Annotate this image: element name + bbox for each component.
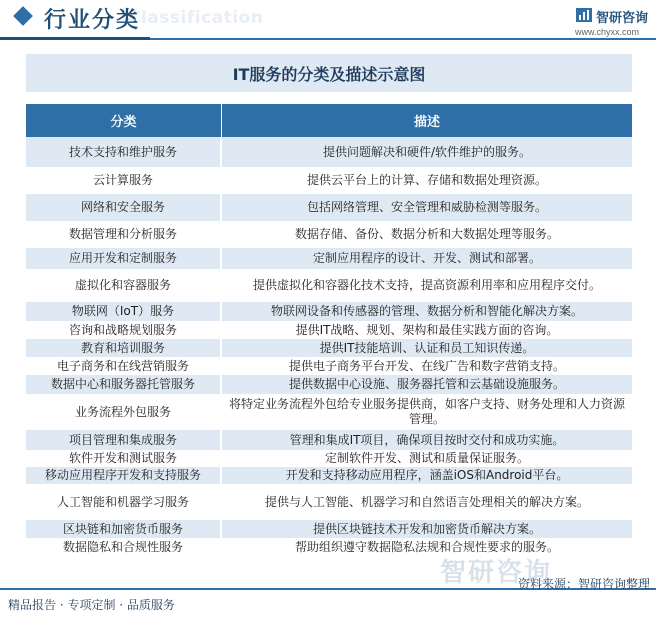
cell-category: 人工智能和机器学习服务 xyxy=(26,484,222,520)
table-header xyxy=(26,104,632,137)
table-row xyxy=(26,248,632,269)
cell-category: 移动应用程序开发和支持服务 xyxy=(26,467,222,484)
cell-description: 定制应用程序的设计、开发、测试和部署。 xyxy=(312,251,541,265)
cell-category: 区块链和加密货币服务 xyxy=(26,520,222,538)
cell-category: 应用开发和定制服务 xyxy=(26,248,222,269)
cell-description: 物联网设备和传感器的管理、数据分析和智能化解决方案。 xyxy=(270,304,583,318)
cell-category: 云计算服务 xyxy=(26,167,222,194)
header xyxy=(0,0,656,40)
table-body xyxy=(26,137,632,556)
table-title: IT服务的分类及描述示意图 xyxy=(26,54,632,92)
table-row xyxy=(26,450,632,467)
footer xyxy=(0,577,656,618)
cell-category: 数据中心和服务器托管服务 xyxy=(26,375,222,394)
cell-description: 包括网络管理、安全管理和威胁检测等服务。 xyxy=(306,200,547,214)
classification-table xyxy=(26,104,632,556)
page-title: 行业分类 xyxy=(44,8,141,33)
cell-category: 数据隐私和合规性服务 xyxy=(26,538,222,556)
watermark: 智研咨询 xyxy=(440,558,553,588)
cell-description: 提供区块链技术开发和加密货币解决方案。 xyxy=(312,521,541,536)
cell-category: 业务流程外包服务 xyxy=(26,394,222,430)
cell-category: 咨询和战略规划服务 xyxy=(26,321,222,339)
source-note: 资料来源：智研咨询整理 xyxy=(517,577,650,591)
table-row xyxy=(26,339,632,357)
brand-name: 智研咨询 xyxy=(596,11,649,26)
cell-category: 项目管理和集成服务 xyxy=(26,430,222,450)
table-row xyxy=(26,430,632,450)
cell-description: 帮助组织遵守数据隐私法规和合规性要求的服务。 xyxy=(294,539,559,554)
table-row xyxy=(26,394,632,430)
cell-description: 将特定业务流程外包给专业服务提供商，如客户支持、财务处理和人力资源管理。 xyxy=(228,397,625,426)
cell-description: 提供与人工智能、机器学习和自然语言处理相关的解决方案。 xyxy=(264,494,589,509)
table-row xyxy=(26,137,632,167)
table-row xyxy=(26,357,632,375)
cell-description: 提供电子商务平台开发、在线广告和数字营销支持。 xyxy=(288,358,565,373)
cell-description: 管理和集成IT项目，确保项目按时交付和成功实施。 xyxy=(289,432,565,447)
table-row xyxy=(26,467,632,484)
brand-logo-icon xyxy=(576,8,592,22)
brand-url[interactable]: www.chyxx.com xyxy=(575,27,640,37)
title-en: Classification xyxy=(128,8,264,28)
cell-description: 提供问题解决和硬件/软件维护的服务。 xyxy=(322,144,532,159)
table-row xyxy=(26,194,632,221)
table-row xyxy=(26,221,632,248)
cell-description: 提供虚拟化和容器化技术支持，提高资源利用率和应用程序交付。 xyxy=(252,278,601,292)
table-row xyxy=(26,302,632,321)
cell-category: 虚拟化和容器服务 xyxy=(26,269,222,302)
cell-description: 数据存储、备份、数据分析和大数据处理等服务。 xyxy=(294,227,559,241)
cell-description: 提供IT战略、规划、架构和最佳实践方面的咨询。 xyxy=(295,322,559,337)
footer-slogan: 精品报告 · 专项定制 · 品质服务 xyxy=(8,598,175,612)
cell-category: 技术支持和维护服务 xyxy=(26,137,222,167)
table-row xyxy=(26,484,632,520)
diamond-icon xyxy=(13,6,33,26)
table-row xyxy=(26,269,632,302)
column-header-category: 分类 xyxy=(26,104,222,137)
cell-description: 提供云平台上的计算、存储和数据处理资源。 xyxy=(306,173,547,187)
cell-description: 提供数据中心设施、服务器托管和云基础设施服务。 xyxy=(288,377,565,391)
table-row xyxy=(26,321,632,339)
table-row xyxy=(26,167,632,194)
cell-category: 电子商务和在线营销服务 xyxy=(26,357,222,375)
table-row xyxy=(26,375,632,394)
cell-description: 定制软件开发、测试和质量保证服务。 xyxy=(324,451,529,465)
cell-description: 开发和支持移动应用程序，涵盖iOS和Android平台。 xyxy=(285,468,569,482)
cell-category: 软件开发和测试服务 xyxy=(26,450,222,467)
cell-category: 教育和培训服务 xyxy=(26,339,222,357)
cell-category: 物联网（IoT）服务 xyxy=(26,302,222,321)
header-accent xyxy=(0,37,150,40)
cell-category: 网络和安全服务 xyxy=(26,194,222,221)
table-row xyxy=(26,520,632,538)
cell-description: 提供IT技能培训、认证和员工知识传递。 xyxy=(319,340,535,355)
cell-category: 数据管理和分析服务 xyxy=(26,221,222,248)
column-header-description: 描述 xyxy=(413,115,440,130)
